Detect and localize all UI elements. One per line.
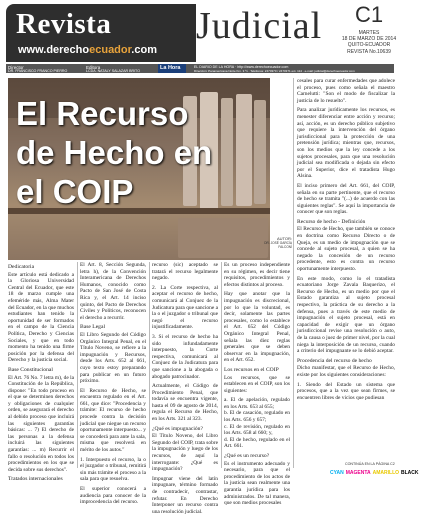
author-name: DR. JOSÉ GARCÍA FALCONÍ bbox=[264, 241, 292, 249]
director-label: Director bbox=[8, 65, 24, 70]
logo-title: Revista bbox=[16, 8, 112, 40]
bar-info-2: Dirección: Panamericana Norte Km. 3 ½ · Teléfonos: 2470370 / 2470371 ext. 114 · e-mail: judicial@derechoecuador.com bbox=[194, 69, 355, 73]
editor-label: Editora bbox=[86, 65, 101, 70]
heading-que-es-impugnacion: ¿Qué es impugnación? bbox=[152, 425, 203, 432]
heading-dedicatoria: Dedicatoria bbox=[8, 264, 35, 270]
heading-que-es-recurso: ¿Qué es un recurso? bbox=[224, 453, 270, 460]
print-color-marks bbox=[330, 470, 421, 476]
heading-procedencia: Procedencia del recurso de hecho bbox=[297, 357, 372, 364]
heading-definicion: Recurso de hecho - Definición bbox=[297, 218, 366, 225]
column-2 bbox=[80, 262, 147, 506]
date-line: 18 DE MARZO DE 2014 bbox=[341, 36, 397, 43]
book-stack bbox=[178, 218, 268, 258]
logo-url: www.derechoecuador.com bbox=[18, 44, 157, 56]
list-item: c. El de revisión, regulado en los Arts. 658 al 660; y, bbox=[224, 423, 290, 437]
column-3 bbox=[152, 262, 218, 515]
list-item: d. El de hecho, regulado en el Art. 661. bbox=[224, 436, 290, 450]
la-hora-label: La Hora bbox=[160, 65, 181, 71]
heading-base-constitucional: Base Constitucional bbox=[8, 366, 53, 373]
paragraph: El Recurso de Hecho, se encuentra regulado en el Art. 661, que dice: "Procedencia y trámite: El recurso de hecho procede contra la decisión judicial que niegue un recurso oportunamente interpuesto... y se concederá para ante la sala, misma que resolverá en mérito de los autos." bbox=[80, 387, 146, 454]
list-item: a. El de apelación, regulado en los Arts. 653 al 655; bbox=[224, 397, 290, 410]
date-line: QUITO-ECUADOR bbox=[347, 42, 391, 49]
hero-title: El Recurso de Hecho en el COIP bbox=[16, 95, 213, 210]
paragraph: 3. Si el recurso de hecho ha sido infundadamente interpuesto, la Corte respectiva, comunicará al Conjuez de la Judicatura para que sancione a la abogada o abogado patrocinador. bbox=[152, 333, 218, 380]
column-1 bbox=[8, 262, 74, 483]
column-4 bbox=[224, 262, 290, 507]
cyan-mark: CYAN bbox=[330, 470, 344, 476]
author-label: AUTOR: bbox=[276, 236, 292, 241]
continues-note: CONTINÚA EN LA PÁGINA C2 bbox=[345, 462, 395, 466]
author-credit bbox=[262, 236, 292, 249]
column-divider bbox=[77, 262, 78, 468]
black-mark: BLACK bbox=[401, 470, 419, 476]
editor-name: LCDA. NATALY SALAZAR BRITO bbox=[86, 69, 140, 73]
paragraph: Dicho manifestar, que el Recurso de Hecho, existe por los siguientes consideraciones: bbox=[297, 365, 395, 378]
paragraph: 1. Siendo del Estado un sistema que procesos, que a la vez que sean firmes, se encuentren libres de vicios que pudiesan bbox=[297, 381, 395, 401]
masthead bbox=[0, 0, 400, 76]
masthead-info-bar bbox=[6, 64, 394, 73]
paragraph: Este artículo está dedicado a la Gloriosa Universidad Central del Ecuador, que este 18 de marzo cumple una efeméride más, Alma Mater del Ecuador, en la que muchos estudiantes han tenido la oportunidad de ser formados en el campo de la Ciencia Política, Derecho y Ciencias Sociales, y que en todo momento ha tenido una firme posición por la defensa del Derecho y la justicia social. bbox=[8, 271, 74, 364]
paragraph: Para analizar jurídicamente los recursos, es menester diferenciar entre acción y recurso; así, acción, es un derecho público subjetivo que requiere la intervención del órgano jurisdiccional para la protección de una pretensión jurídica; mientras que, recursos, son los medios que la ley concede a los sujetos procesales, para que una resolución judicial sea modificada o dejada sin efecto por el Superior, dice el tratadista Hugo Alsina. bbox=[297, 107, 395, 180]
paragraph: Impugnar viene del latín impugnare, término formado de contradecir, contrastar, refutar. En Derecho Interponer un recurso contra una resolución judicial. bbox=[152, 475, 218, 515]
hero-image bbox=[8, 78, 270, 260]
heading-recursos-coip: Los recursos en el COIP bbox=[224, 366, 279, 373]
section-code: C1 bbox=[355, 2, 384, 27]
book-spine bbox=[221, 98, 233, 206]
bar-info-1: EL DIARIO DE LA HORA · http://www.derechoecuador.com bbox=[194, 65, 289, 69]
paragraph: cesales para curar enfermedades que adolece el proceso, pues como señala el maestro Carnelutti: "Son el modo de fiscalizar la justicia de lo resuelto". bbox=[297, 78, 395, 104]
paragraph: 1. Interpuesto el recurso, la o el juzgador o tribunal, remitirá sin más trámite el proceso a la sala para que resuelva. bbox=[80, 456, 147, 483]
paragraph: El inciso primero del Art. 661, del COIP, señala en su parte pertinente, que el recurso de hecho se tramita "(...) de acuerdo con las siguientes reglas". Se aquí la importancia de conocer que son reglas. bbox=[297, 182, 395, 216]
judicial-title: Judicial bbox=[196, 5, 323, 47]
heading-tratados: Tratados internacionales bbox=[8, 476, 63, 483]
paragraph: El superior conocerá a audiencia para conocer de la improcedencia del recurso. bbox=[80, 486, 146, 506]
la-hora-logo bbox=[158, 64, 186, 73]
magenta-mark: MAGENTA bbox=[345, 470, 371, 476]
paragraph: El Libro Segundo del Código Orgánico Integral Penal, en el Título Noveno, se refiere a la impugnación y Recursos, desde los Arts. 652 al 661, cuyo texto estoy preparando para publicar en un futuro próximo. bbox=[80, 331, 146, 385]
column-5 bbox=[297, 78, 395, 464]
paragraph: El Art. 8, Sección Segunda, letra h), de la Convención Interamericana de Derechos Humanos, conocido como Pacto de San José de Costa Rica y, el Art. 14 inciso quinto, del Pacto de Derechos Civiles y Políticos, reconocen el derecho a recurrir. bbox=[80, 262, 146, 321]
book-spine bbox=[254, 100, 266, 204]
paragraph: El Recurso de Hecho, que también se conoce en doctrina como Recurso Directo o de Queja, es un medio de impugnación que se concede al sujeto procesal, a quien se ha negado la concesión de un recurso procedente, esto es contra un recurso oportunamente interpuesto. bbox=[297, 226, 395, 273]
column-divider bbox=[293, 78, 294, 468]
paragraph: El Título Noveno, del Libro Segundo del COIP, trata sobre la impugnación y luego de los recursos, de aquí la interrogante: ¿Qué es impugnación? bbox=[152, 433, 218, 473]
column-divider bbox=[221, 262, 222, 468]
paragraph: 2. La Corte respectiva, al aceptar el recurso de hecho, comunicará al Conjuez de la Judicatura para que sancione a la o el juzgador o tribunal que negó el recurso injustificadamente. bbox=[152, 284, 218, 331]
director-name: DR. FRANCISCO FRANCO PIERRO bbox=[8, 69, 68, 73]
paragraph: El Art. 76 No. 7 letra m), de la Constitución de la República, dispone: "En todo proceso en el que se determinen derechos y obligaciones de cualquier orden, se asegurará el derecho al debido proceso que incluirá las siguientes garantías básicas: ... 7) El derecho de las personas a la defensa incluirá las siguientes garantías: ... m) Recurrir el fallo o resolución en todos los procedimientos en los que se decida sobre sus derechos". bbox=[8, 374, 74, 473]
column-divider bbox=[149, 262, 150, 468]
heading-base-legal: Base Legal bbox=[80, 324, 106, 331]
revista-logo bbox=[6, 4, 196, 62]
paragraph: Actualmente, el Código de Procedimiento Penal, que todavía se encuentra vigente, hasta el 09 de agosto de 2014, regula el Recurso de Hecho, en los Arts. 321 al 323. bbox=[152, 383, 218, 423]
paragraph: Hay que anotar que la impugnación es discrecional, por lo que la voluntad, es decir, solamente las partes procesales, como lo establece el Art. 652 del Código Orgánico Integral Penal, señala las diez reglas generales que se deben observar en la impugnación, en el Art. 652. bbox=[224, 291, 290, 364]
date-box bbox=[340, 30, 398, 55]
paragraph: En este modo, como lo el tratadista ecuatoriano Jorge Zavala Baquerizo, el Recurso de Hecho, es un medio por que el Estado garantiza al sujeto procesal respectivo, la práctica de su derecho a la defensa, pues a través de este medio de impugnación el sujeto procesal, está en capacidad de exigir que un órgano jurisdiccional revise una resolución o auto, de la causa o juez de primer nivel, por la cual niega la interposición de un recurso, cuando a criterio del impugnante se lo debió aceptar. bbox=[297, 275, 395, 355]
paragraph: Es un proceso independiente en su régimen, es decir tiene requisitos, procedimientos y efectos distintos al proceso. bbox=[224, 262, 290, 288]
list-item: b. El de casación, regulado en los Arts. 656 y 657; bbox=[224, 410, 290, 424]
yellow-mark: AMARILLO bbox=[372, 470, 400, 476]
date-line: REVISTA No.10639 bbox=[347, 48, 391, 55]
book-spine bbox=[236, 94, 252, 206]
date-line: MARTES bbox=[358, 30, 380, 36]
paragraph: recurso (sic) aceptado se tratará el recurso legalmente negado. bbox=[152, 262, 218, 282]
paragraph: Los recursos, que se establecen en el COIP, son los siguientes: bbox=[224, 374, 290, 394]
paragraph: Es el instrumento adecuado y necesario, para que el procedimiento de los actos de la justicia sean realmente una garantía jurídica para los administrados. De tal manera, que son medios procesales bbox=[224, 460, 290, 507]
